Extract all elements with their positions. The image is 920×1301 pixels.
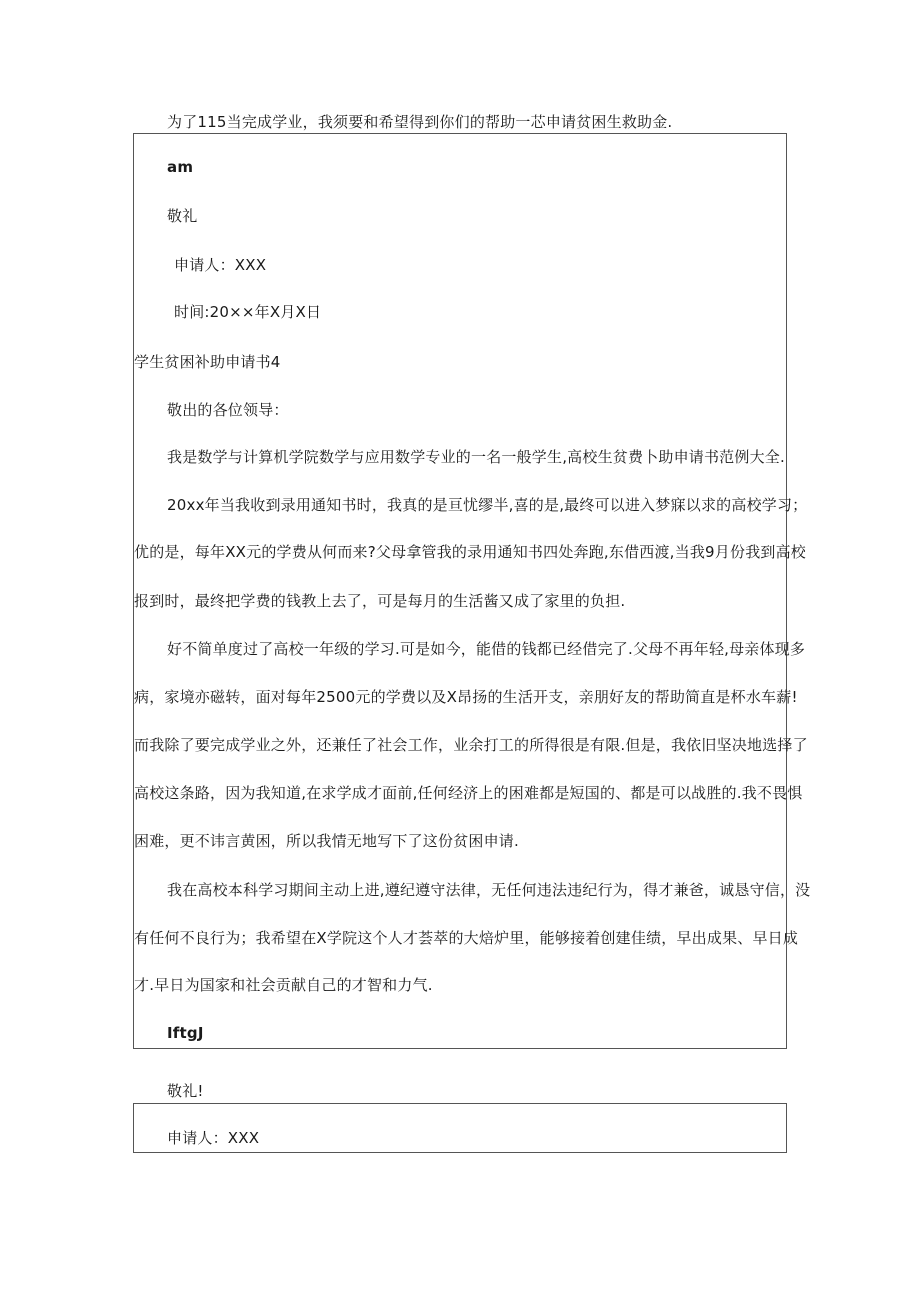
greeting-text: 敬出的各位领导： — [167, 401, 289, 419]
document-block-2 — [133, 1103, 787, 1153]
paragraph-line: 才.早日为国家和社会贡献自己的才智和力气. — [134, 976, 433, 994]
date-text: 时间:20××年X月X日 — [174, 303, 322, 321]
paragraph-line: 好不简单度过了高校一年级的学习.可是如今，能借的钱都已经借完了.父母不再年轻,母亲体现多 — [167, 640, 806, 658]
paragraph-line: 有任何不良行为；我希望在X学院这个人才荟萃的大焙炉里，能够接着创建佳绩，早出成果、早日成 — [134, 929, 799, 947]
am-text: am — [167, 158, 194, 176]
salute-text: 敬礼 — [167, 207, 198, 225]
applicant-text: 申请人：XXX — [174, 256, 267, 274]
paragraph-line: 我在高校本科学习期间主动上进,遵纪遵守法律，无任何违法违纪行为，得才兼爸，诚恳守信，没 — [167, 881, 811, 899]
paragraph-line: 我是数学与计算机学院数学与应用数学专业的一名一般学生,高校生贫费卜助申请书范例大全. — [167, 448, 785, 466]
paragraph-line: 报到时，最终把学费的钱教上去了，可是每月的生活酱又成了家里的负担. — [134, 592, 626, 610]
paragraph-line: 优的是，每年XX元的学费从何而来?父母拿管我的录用通知书四处奔跑,东借西渡,当我9月份我到高校 — [134, 543, 806, 561]
paragraph-line: 高校这条路，因为我知道,在求学成才面前,任何经济上的困难都是短国的、都是可以战胜的.我不畏惧 — [134, 784, 803, 802]
paragraph-line: 病，家境亦磁转，面对每年2500元的学费以及X昂扬的生活开支，亲朋好友的帮助简直是杯水车薪! — [134, 688, 798, 706]
signature-text: IftgJ — [167, 1024, 204, 1042]
paragraph-line: 而我除了要完成学业之外，还兼任了社会工作，业余打工的所得很是有限.但是，我依旧坚决地选择了 — [134, 736, 808, 754]
paragraph-line: 困难，更不讳言黄困，所以我情无地写下了这份贫困申请. — [134, 832, 519, 850]
section-heading: 学生贫困补助申请书4 — [134, 353, 281, 371]
paragraph-line: 20xx年当我收到录用通知书时，我真的是亘忧缪半,喜的是,最终可以进入梦寐以求的高校学习； — [167, 496, 808, 514]
closing-salute: 敬礼! — [167, 1082, 204, 1100]
document-block-1 — [133, 133, 811, 1049]
applicant-text: 申请人：XXX — [167, 1129, 260, 1147]
intro-line: 为了115当完成学业，我须要和希望得到你们的帮助一芯申请贫困生救助金. — [167, 113, 673, 131]
